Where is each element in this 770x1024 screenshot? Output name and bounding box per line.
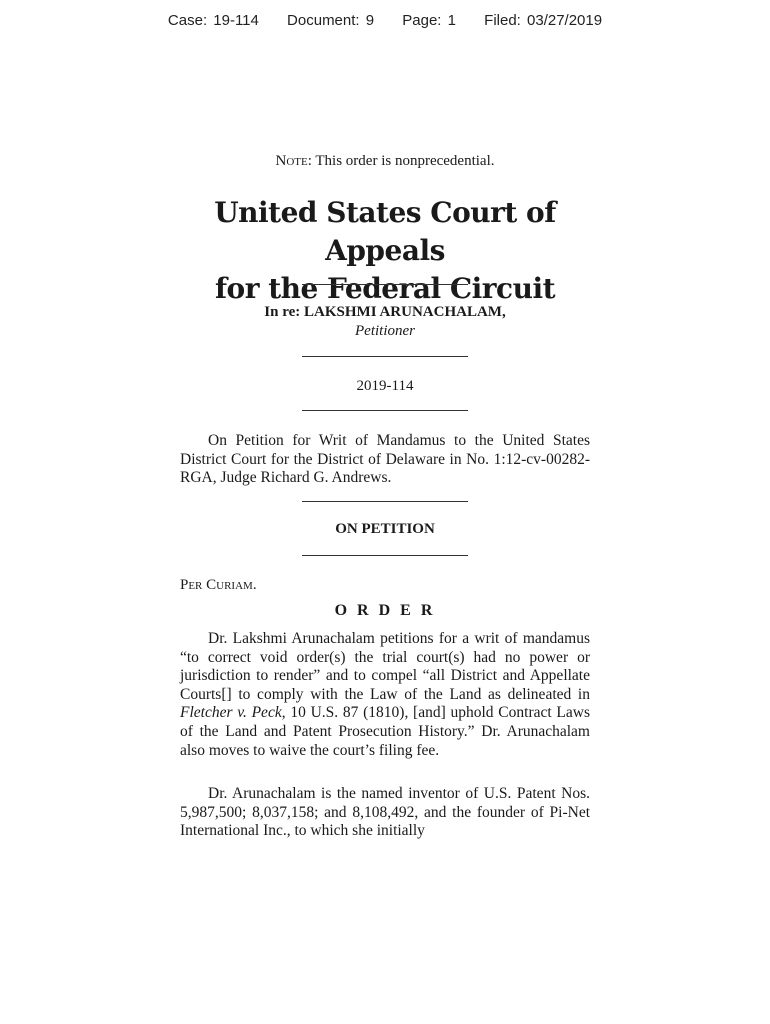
divider: [302, 356, 468, 357]
court-name-line1: United States Court of Appeals: [214, 196, 556, 267]
case-citation: Fletcher v. Peck: [180, 704, 282, 722]
precedential-note: [180, 153, 590, 170]
divider: [302, 284, 468, 285]
para1-part-b: , 10 U.S. 87 (1810), [and] uphold Contract Laws of the Land and Patent Prosecution History.” Dr. Arunachalam also moves to waive the court’s filing fee.: [180, 704, 590, 759]
case-number: Case: 19-114: [167, 12, 259, 29]
party-role: Petitioner: [355, 323, 415, 339]
on-petition-heading: ON PETITION: [335, 521, 435, 537]
filed-date: Filed: 03/27/2019: [484, 12, 603, 29]
divider: [302, 501, 468, 502]
origin-paragraph: On Petition for Writ of Mandamus to the United States District Court for the District of Delaware in No. 1:12-cv-00282-RGA, Judge Richard G. Andrews.: [180, 432, 590, 487]
court-name-line2: for the Federal Circuit: [214, 272, 556, 305]
page-number: Page: 1: [402, 12, 456, 29]
divider: [302, 410, 468, 411]
order-paragraph-1: [180, 630, 590, 760]
case-caption: In re: LAKSHMI ARUNACHALAM,: [264, 304, 506, 320]
filing-header: [0, 12, 770, 29]
para1-part-a: Dr. Lakshmi Arunachalam petitions for a writ of mandamus “to correct void order(s) the trial court(s) had no power or jurisdiction to render” and to compel “all District and Appellate Courts[] to comply with the Law of the Land as delineated in: [180, 630, 590, 703]
order-paragraph-2: Dr. Arunachalam is the named inventor of U.S. Patent Nos. 5,987,500; 8,037,158; and 8,108,492, and the founder of Pi-Net International Inc., to which she initially: [180, 785, 590, 840]
divider: [302, 555, 468, 556]
per-curiam: Per Curiam.: [180, 577, 257, 593]
docket-number: 2019-114: [356, 378, 414, 394]
document-number: Document: 9: [287, 12, 375, 29]
note-text: This order is nonprecedential.: [315, 153, 495, 169]
order-heading: O R D E R: [334, 602, 436, 619]
court-name: [180, 194, 590, 308]
note-label: Note:: [275, 153, 312, 169]
